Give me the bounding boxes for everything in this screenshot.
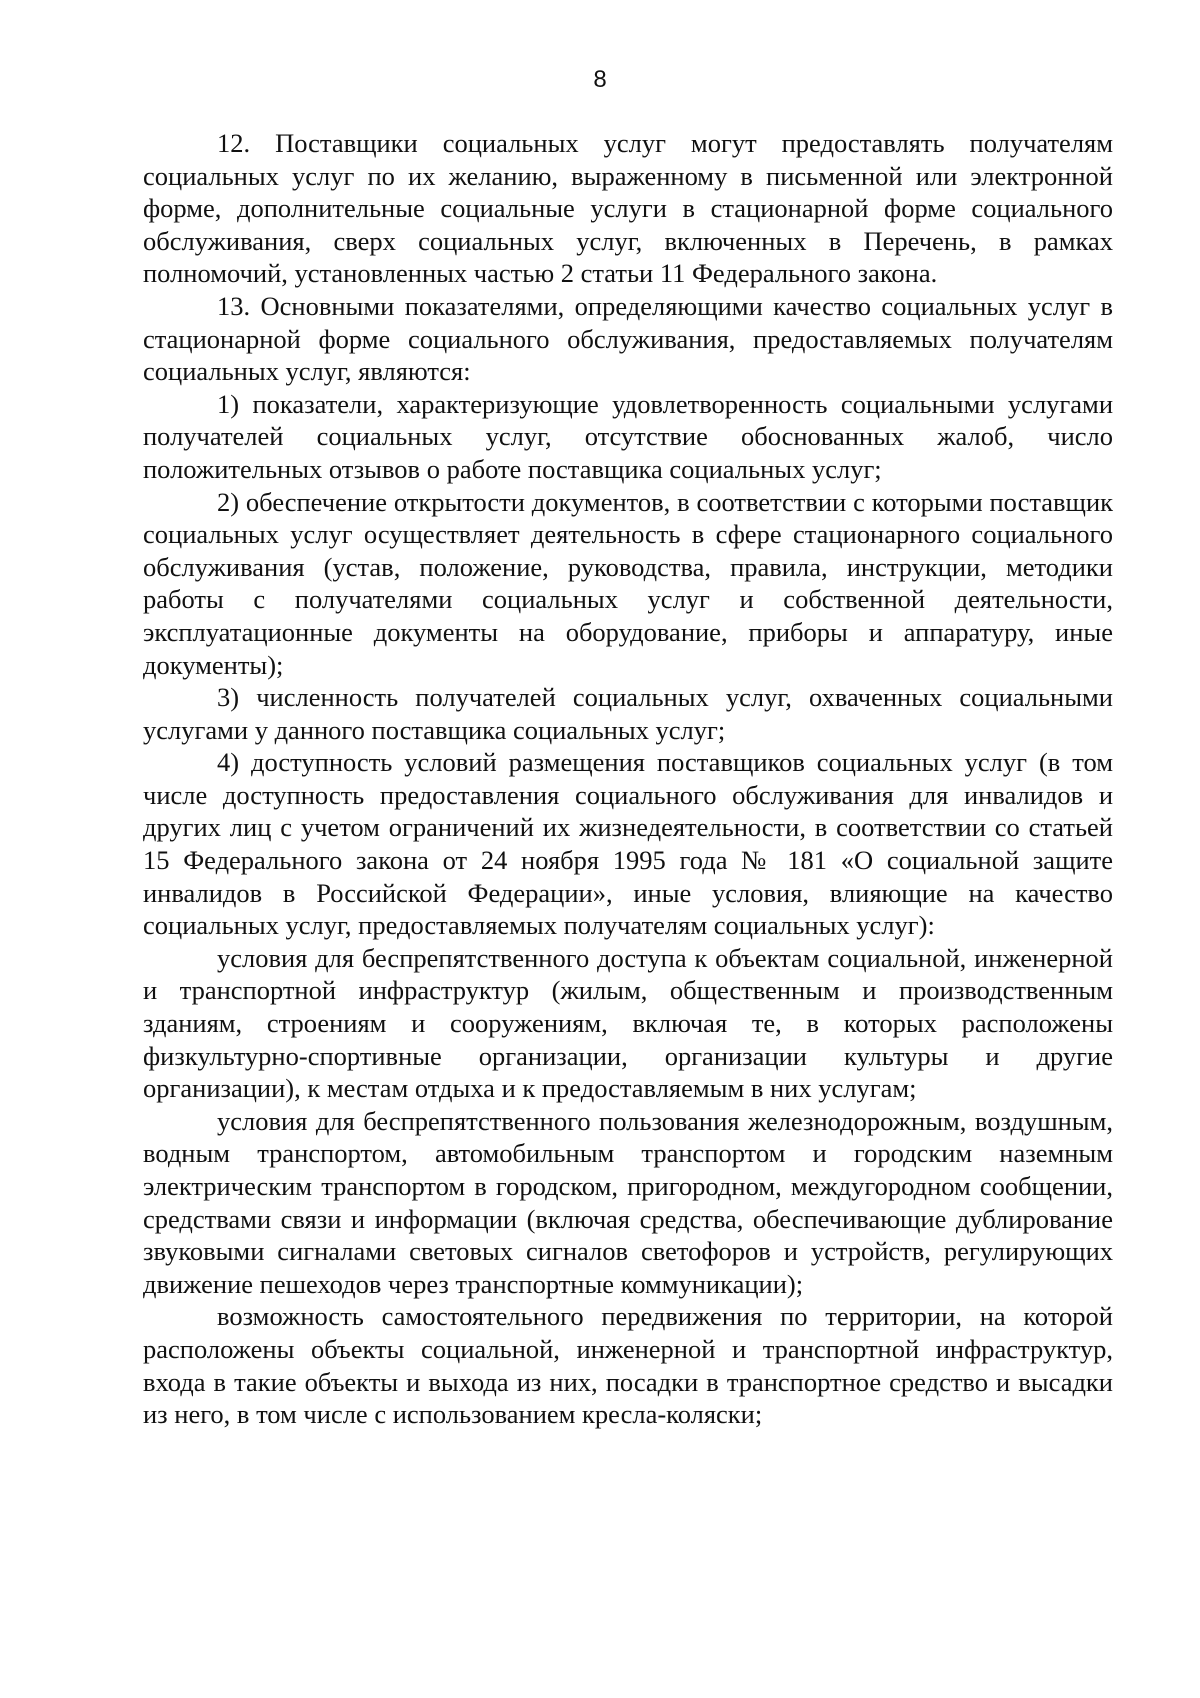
list-item-4: 4) доступность условий размещения поставщиков социальных услуг (в том числе доступность предоставления социального обслуживания для инвалидов и других лиц с учетом ограничений их жизнедеятельности, в соответствии со статьей 15 Федерального закона от 24 ноября 1995 года № 181 «О социальной защите инвалидов в Российской Федерации», иные условия, влияющие на качество социальных услуг, предоставляемых получателям социальных услуг): — [143, 747, 1113, 941]
sub-item-transport-conditions: условия для беспрепятственного пользования железнодорожным, воздушным, водным транспортом, автомобильным транспортом и городским наземным электрическим транспортом в городском, пригородном, междугородном сообщении, средствами связи и информации (включая средства, обеспечивающие дублирование звуковыми сигналами световых сигналов светофоров и устройств, регулирующих движение пешеходов через транспортные коммуникации); — [143, 1105, 1113, 1299]
page-number: 8 — [593, 66, 607, 93]
document-body — [143, 127, 1113, 1431]
sub-item-access-conditions: условия для беспрепятственного доступа к объектам социальной, инженерной и транспортной инфраструктур (жилым, общественным и производственным зданиям, строениям и сооружениям, включая те, в которых расположены физкультурно-спортивные организации, организации культуры и другие организации), к местам отдыха и к предоставляемым в них услугам; — [143, 942, 1113, 1104]
paragraph-13: 13. Основными показателями, определяющими качество социальных услуг в стационарной форме социального обслуживания, предоставляемых получателям социальных услуг, являются: — [143, 290, 1113, 387]
list-item-2: 2) обеспечение открытости документов, в соответствии с которыми поставщик социальных услуг осуществляет деятельность в сфере стационарного социального обслуживания (устав, положение, руководства, правила, инструкции, методики работы с получателями социальных услуг и собственной деятельности, эксплуатационные документы на оборудование, приборы и аппаратуру, иные документы); — [143, 486, 1113, 680]
list-item-1: 1) показатели, характеризующие удовлетворенность социальными услугами получателей социальных услуг, отсутствие обоснованных жалоб, число положительных отзывов о работе поставщика социальных услуг; — [143, 388, 1113, 484]
paragraph-12: 12. Поставщики социальных услуг могут предоставлять получателям социальных услуг по их желанию, выраженному в письменной или электронной форме, дополнительные социальные услуги в стационарной форме социального обслуживания, сверх социальных услуг, включенных в Перечень, в рамках полномочий, установленных частью 2 статьи 11 Федерального закона. — [143, 128, 1113, 289]
sub-item-movement-possibility: возможность самостоятельного передвижения по территории, на которой расположены объекты социальной, инженерной и транспортной инфраструктур, входа в такие объекты и выхода из них, посадки в транспортное средство и высадки из него, в том числе с использованием кресла-коляски; — [143, 1301, 1113, 1430]
list-item-3: 3) численность получателей социальных услуг, охваченных социальными услугами у данного поставщика социальных услуг; — [143, 682, 1113, 745]
